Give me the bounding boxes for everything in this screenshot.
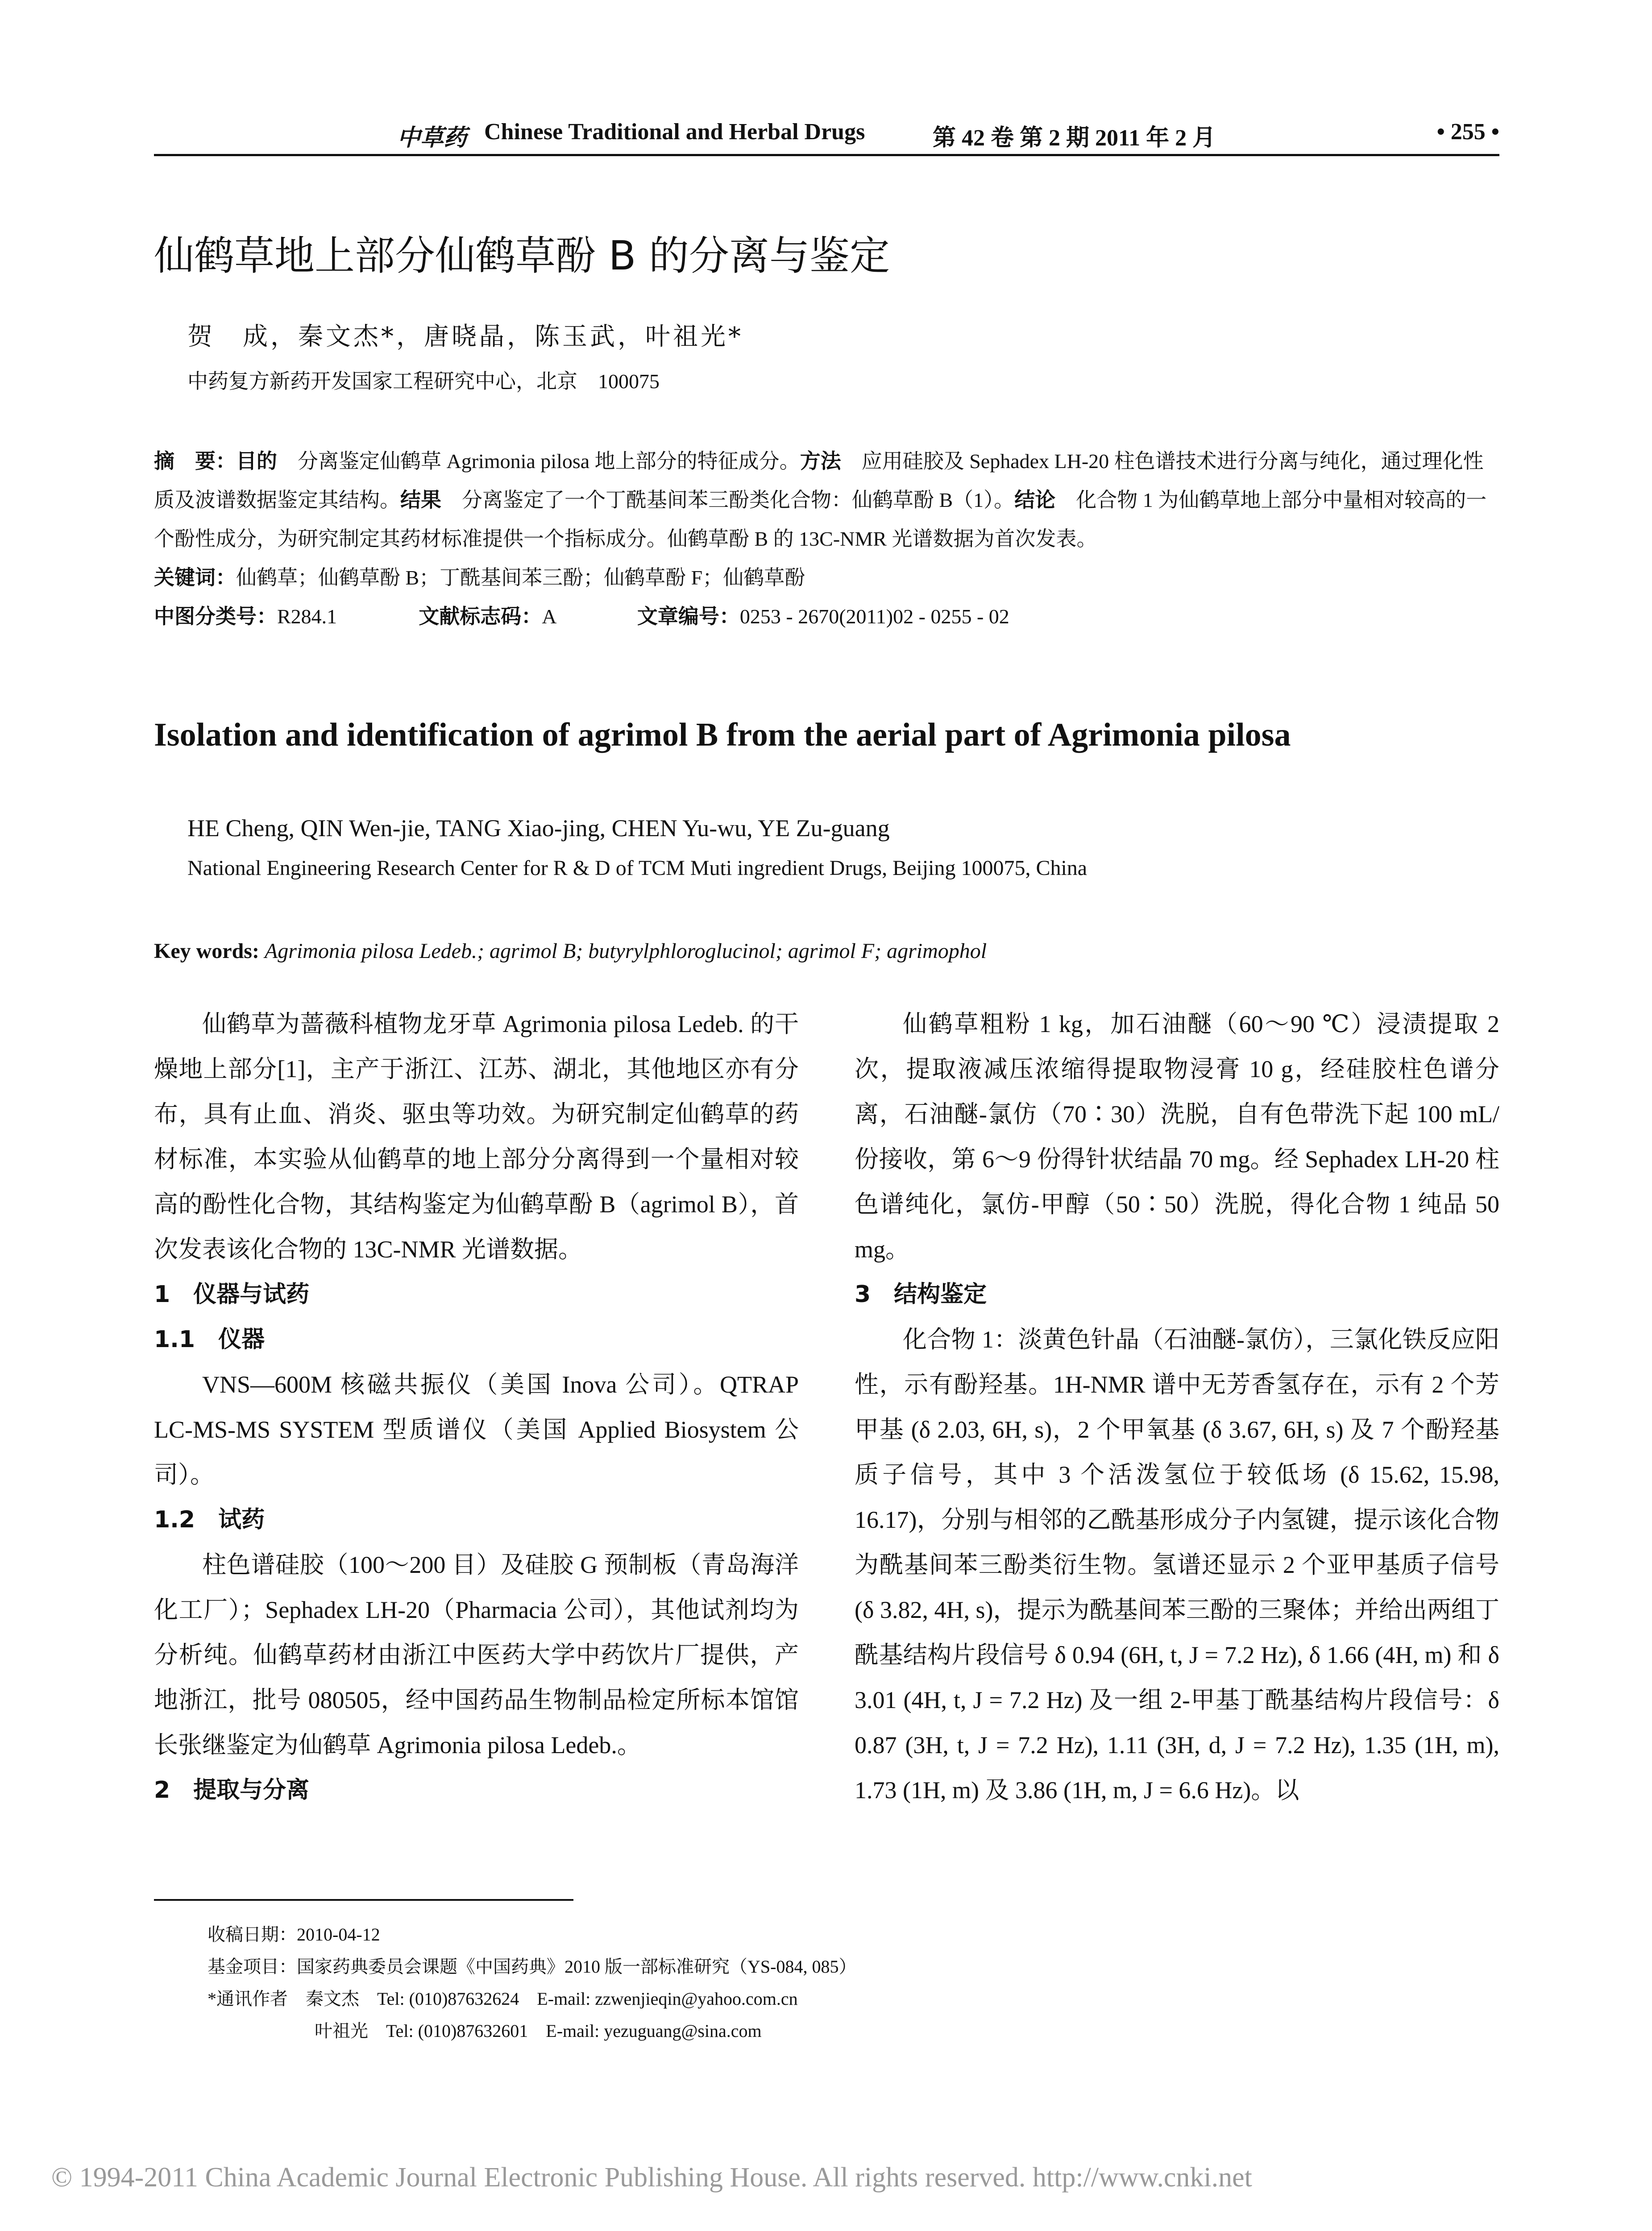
authors-en: HE Cheng, QIN Wen-jie, TANG Xiao-jing, CHEN Yu-wu, YE Zu-guang xyxy=(187,815,890,842)
clc-label: 中图分类号： xyxy=(154,604,277,628)
footnote-corresponding-2: 叶祖光 Tel: (010)87632601 E-mail: yezuguang@sina.com xyxy=(208,2021,762,2041)
result-label: 结果 xyxy=(400,488,441,512)
reagents-paragraph: 柱色谱硅胶（100～200 目）及硅胶 G 预制板（青岛海洋化工厂）；Sephadex LH-20（Pharmacia 公司），其他试剂均为分析纯。仙鹤草药材由浙江中医药大学中药饮片厂提供，产地浙江，批号 080505，经中国药品生物制品检定所标本馆馆长张继鉴定为仙鹤草 Agrimonia pilosa Ledeb.。 xyxy=(154,1551,799,1758)
journal-name-cn: 中草药 xyxy=(397,125,467,151)
article-title-cn: 仙鹤草地上部分仙鹤草酚 B 的分离与鉴定 xyxy=(154,232,890,279)
body-column-right xyxy=(855,1002,1499,1813)
keywords-label: 关键词： xyxy=(154,565,236,589)
article-id-value: 0253 - 2670(2011)02 - 0255 - 02 xyxy=(739,605,1009,628)
doc-code-label: 文献标志码： xyxy=(419,604,542,628)
article-title-en: Isolation and identification of agrimol B from the aerial part of Agrimonia pilosa xyxy=(154,717,1291,753)
keywords-en-text: Agrimonia pilosa Ledeb.; agrimol B; butyrylphloroglucinol; agrimol F; agrimophol xyxy=(264,939,987,963)
running-header xyxy=(154,117,1499,153)
affiliation-cn: 中药复方新药开发国家工程研究中心，北京 100075 xyxy=(187,370,660,393)
footnote-funding: 基金项目：国家药典委员会课题《中国药典》2010 版一部标准研究（YS-084, 085） xyxy=(208,1957,857,1977)
affiliation-en: National Engineering Research Center for R & D of TCM Muti ingredient Drugs, Beijing 100075, China xyxy=(187,856,1087,880)
conclusion-label: 结论 xyxy=(1014,488,1056,512)
header-rule xyxy=(154,154,1499,156)
method-text: 应用硅胶及 Sephadex LH-20 柱色谱技术进行分离与纯化，通过理化性质及波谱数据鉴定其结构。 xyxy=(154,450,1484,511)
keywords-en-label: Key words: xyxy=(154,939,259,963)
section-heading-1-1: 1.1 仪器 xyxy=(154,1326,265,1353)
doc-code-value: A xyxy=(542,605,556,628)
article-id-label: 文章编号： xyxy=(637,604,740,628)
extraction-paragraph: 仙鹤草粗粉 1 kg，加石油醚（60～90 ℃）浸渍提取 2 次，提取液减压浓缩得提取物浸膏 10 g，经硅胶柱色谱分离，石油醚-氯仿（70∶30）洗脱，自有色带洗下起 100 mL/份接收，第 6～9 份得针状结晶 70 mg。经 Sephadex LH-20 柱色谱纯化，氯仿-甲醇（50∶50）洗脱，得化合物 1 纯品 50 mg。 xyxy=(855,1011,1499,1263)
objective-label: 目的 xyxy=(236,449,277,473)
copyright-watermark: © 1994-2011 China Academic Journal Electronic Publishing House. All rights reserved. http://www.cnki.net xyxy=(51,2162,1252,2193)
footnote-received: 收稿日期：2010-04-12 xyxy=(208,1924,380,1945)
structure-paragraph: 化合物 1：淡黄色针晶（石油醚-氯仿），三氯化铁反应阳性，示有酚羟基。1H-NMR 谱中无芳香氢存在，示有 2 个芳甲基 (δ 2.03, 6H, s)，2 个甲氧基 (δ 3.67, 6H, s) 及 7 个酚羟基质子信号，其中 3 个活泼氢位于较低场 (δ 15.62, 15.98, 16.17)，分别与相邻的乙酰基形成分子内氢键，提示该化合物为酰基间苯三酚类衍生物。氢谱还显示 2 个亚甲基质子信号 (δ 3.82, 4H, s)，提示为酰基间苯三酚的三聚体；并给出两组丁酰基结构片段信号 δ 0.94 (6H, t, J = 7.2 Hz), δ 1.66 (4H, m) 和 δ 3.01 (4H, t, J = 7.2 Hz) 及一组 2-甲基丁酰基结构片段信号：δ 0.87 (3H, t, J = 7.2 Hz), 1.11 (3H, d, J = 7.2 Hz), 1.35 (1H, m), 1.73 (1H, m) 及 3.86 (1H, m, J = 6.6 Hz)。以 xyxy=(855,1326,1499,1804)
footnotes xyxy=(208,1919,856,2047)
abstract-cn xyxy=(154,442,1499,636)
section-heading-2: 2 提取与分离 xyxy=(154,1777,310,1804)
section-heading-1: 1 仪器与试药 xyxy=(154,1281,310,1308)
section-heading-3: 3 结构鉴定 xyxy=(855,1281,987,1308)
intro-paragraph: 仙鹤草为蔷薇科植物龙牙草 Agrimonia pilosa Ledeb. 的干燥地上部分[1]，主产于浙江、江苏、湖北，其他地区亦有分布，具有止血、消炎、驱虫等功效。为研究制定仙鹤草的药材标准，本实验从仙鹤草的地上部分分离得到一个量相对较高的酚性化合物，其结构鉴定为仙鹤草酚 B（agrimol B），首次发表该化合物的 13C-NMR 光谱数据。 xyxy=(154,1011,799,1263)
footnote-rule xyxy=(154,1899,573,1901)
footnote-corresponding-1: *通讯作者 秦文杰 Tel: (010)87632624 E-mail: zzwenjieqin@yahoo.com.cn xyxy=(208,1989,798,2009)
objective-text: 分离鉴定仙鹤草 Agrimonia pilosa 地上部分的特征成分。 xyxy=(298,450,800,473)
abstract-label: 摘 要： xyxy=(154,449,236,473)
clc-value: R284.1 xyxy=(277,605,337,628)
page-number: • 255 • xyxy=(1436,119,1499,145)
conclusion-text: 化合物 1 为仙鹤草地上部分中量相对较高的一个酚性成分，为研究制定其药材标准提供一个指标成分。仙鹤草酚 B 的 13C-NMR 光谱数据为首次发表。 xyxy=(154,489,1487,550)
authors-cn: 贺 成，秦文杰*，唐晓晶，陈玉武，叶祖光* xyxy=(187,322,743,351)
body-column-left xyxy=(154,1002,799,1813)
section-heading-1-2: 1.2 试药 xyxy=(154,1506,265,1533)
instruments-paragraph: VNS—600M 核磁共振仪（美国 Inova 公司）。QTRAP LC-MS-MS SYSTEM 型质谱仪（美国 Applied Biosystem 公司）。 xyxy=(154,1371,799,1488)
keywords-en xyxy=(154,939,987,963)
journal-name-en: Chinese Traditional and Herbal Drugs xyxy=(484,119,865,145)
keywords-text: 仙鹤草；仙鹤草酚 B；丁酰基间苯三酚；仙鹤草酚 F；仙鹤草酚 xyxy=(236,566,805,589)
issue-info: 第 42 卷 第 2 期 2011 年 2 月 xyxy=(933,125,1216,151)
method-label: 方法 xyxy=(800,449,841,473)
result-text: 分离鉴定了一个丁酰基间苯三酚类化合物：仙鹤草酚 B（1）。 xyxy=(462,489,1015,511)
